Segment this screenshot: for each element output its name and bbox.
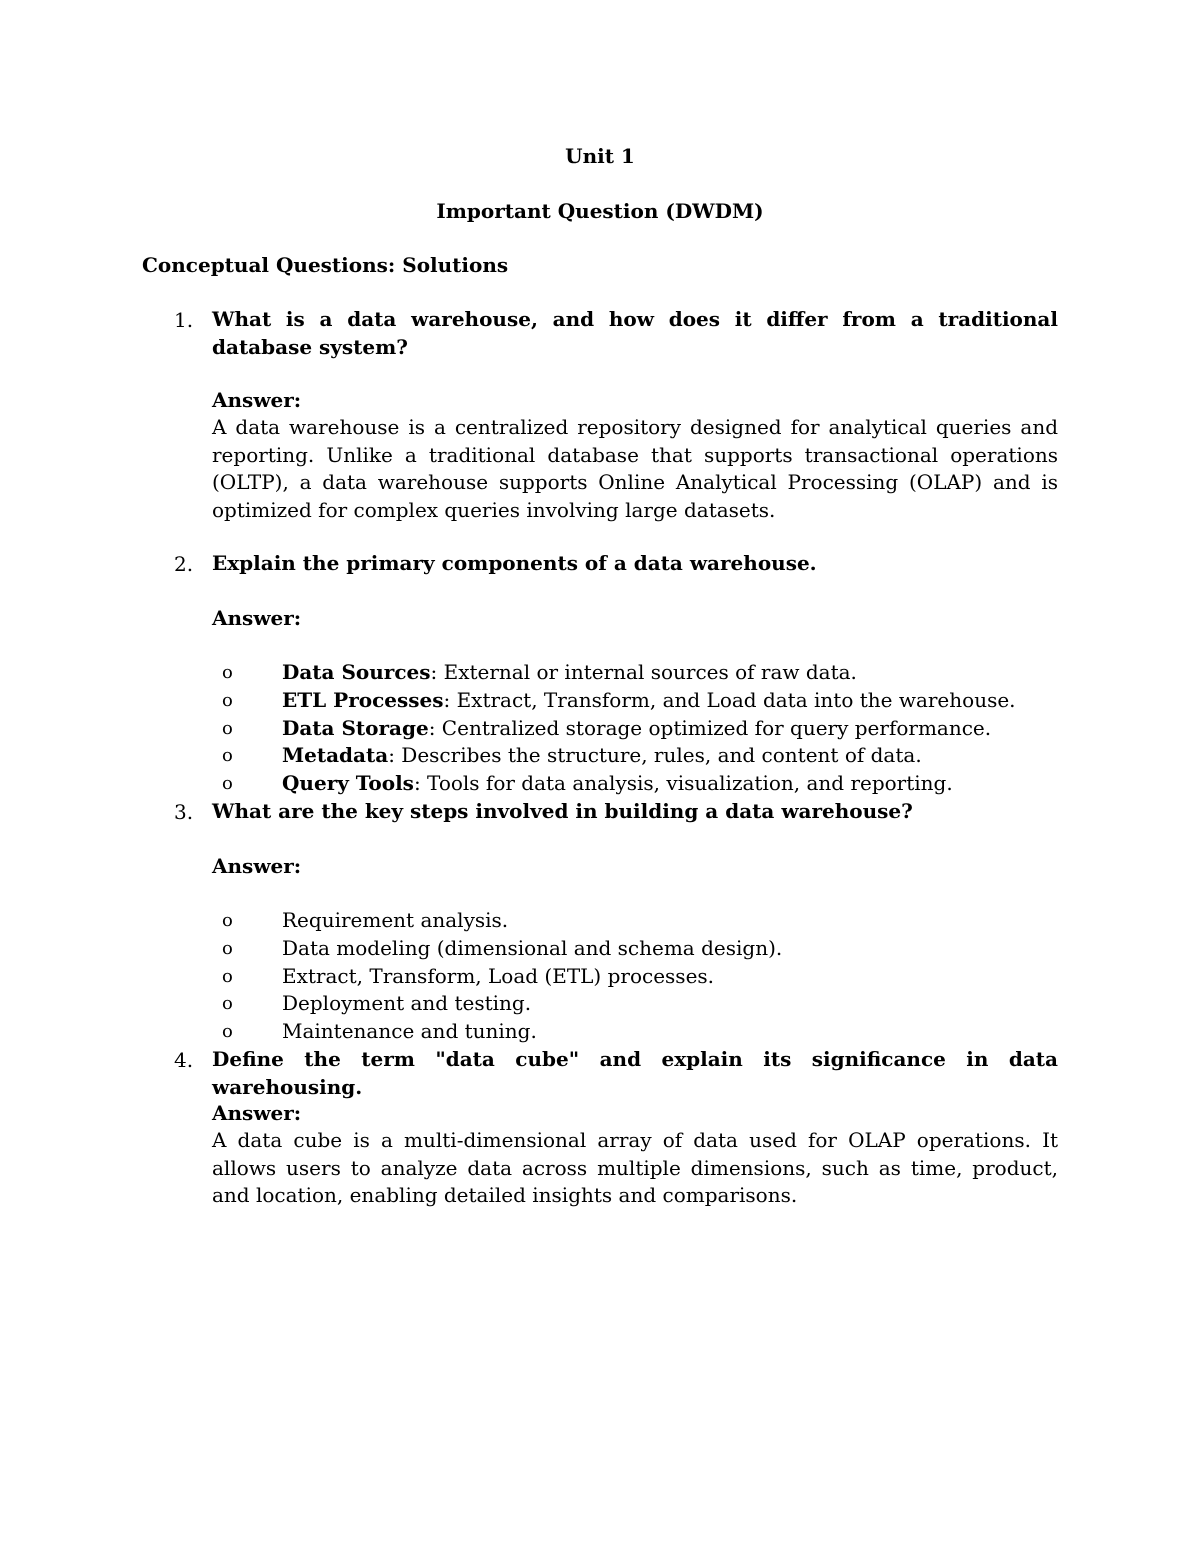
- answer-2-bullet-list: [212, 659, 1058, 798]
- component-description: : Extract, Transform, and Load data into the warehouse.: [443, 687, 1016, 712]
- step-text: Deployment and testing.: [282, 991, 532, 1016]
- answer-3-bullet-list: [212, 907, 1058, 1046]
- component-term: Data Sources: [282, 660, 431, 684]
- question-4-text: Define the term "data cube" and explain its significance in data warehousing.: [212, 1047, 1058, 1099]
- question-1-text: What is a data warehouse, and how does it differ from a traditional database system?: [212, 307, 1058, 359]
- bullet-icon: o: [222, 937, 233, 959]
- answer-1-text: A data warehouse is a centralized repository designed for analytical queries and reporting. Unlike a traditional database that supports transactional operations (OLTP), a data warehouse supports Online Analytical Processing (OLAP) and is optimized for complex queries involving large datasets.: [212, 415, 1058, 522]
- question-2-text: Explain the primary components of a data warehouse.: [212, 551, 817, 575]
- bullet-icon: o: [222, 689, 233, 711]
- component-description: : Describes the structure, rules, and content of data.: [388, 743, 922, 768]
- answer-4-label: Answer:: [212, 1101, 302, 1125]
- list-item: [212, 935, 1058, 963]
- step-text: Maintenance and tuning.: [282, 1019, 537, 1044]
- bullet-icon: o: [222, 1021, 233, 1043]
- list-item: [212, 907, 1058, 935]
- component-description: : Centralized storage optimized for query performance.: [428, 715, 992, 740]
- bullet-icon: o: [222, 662, 233, 683]
- component-term: ETL Processes: [282, 687, 444, 712]
- question-4-number: 4.: [174, 1048, 194, 1072]
- list-item: [212, 715, 1058, 743]
- step-text: Data modeling (dimensional and schema design).: [282, 935, 783, 960]
- bullet-icon: o: [222, 965, 233, 987]
- answer-2-label: Answer:: [212, 606, 302, 630]
- component-term: Metadata: [282, 743, 389, 768]
- bullet-icon: o: [222, 717, 233, 739]
- bullet-icon: o: [222, 773, 233, 795]
- step-text: Extract, Transform, Load (ETL) processes.: [282, 963, 715, 988]
- step-text: Requirement analysis.: [282, 908, 509, 932]
- bullet-icon: o: [222, 745, 233, 767]
- component-description: : External or internal sources of raw data.: [430, 660, 857, 684]
- question-3-text: What are the key steps involved in building a data warehouse?: [212, 799, 913, 823]
- component-term: Query Tools: [282, 771, 414, 796]
- question-3-number: 3.: [174, 800, 194, 824]
- list-item: [212, 990, 1058, 1018]
- section-heading: Conceptual Questions: Solutions: [142, 253, 509, 277]
- list-item: [212, 687, 1058, 715]
- answer-4-text: A data cube is a multi-dimensional array of data used for OLAP operations. It allows users to analyze data across multiple dimensions, such as time, product, and location, enabling detailed insights and comparisons.: [212, 1128, 1058, 1207]
- question-2-number: 2.: [174, 552, 194, 576]
- question-1-number: 1.: [174, 308, 194, 332]
- subject-title: Important Question (DWDM): [436, 199, 764, 223]
- list-item: [212, 963, 1058, 991]
- list-item: [212, 1018, 1058, 1046]
- list-item: [212, 742, 1058, 770]
- bullet-icon: o: [222, 993, 233, 1015]
- list-item: [212, 659, 1058, 687]
- answer-3-label: Answer:: [212, 854, 302, 878]
- component-term: Data Storage: [282, 715, 429, 740]
- bullet-icon: o: [222, 910, 233, 931]
- list-item: [212, 770, 1058, 798]
- answer-1-label: Answer:: [212, 388, 302, 412]
- component-description: : Tools for data analysis, visualization, and reporting.: [413, 771, 953, 796]
- unit-title: Unit 1: [565, 144, 635, 168]
